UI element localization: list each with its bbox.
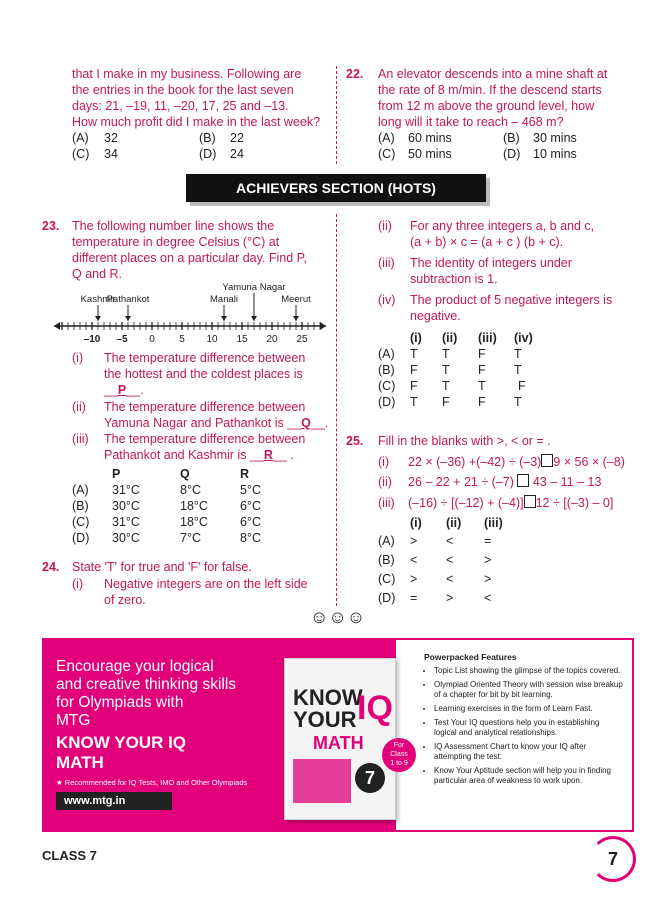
q23-item-ii: The temperature difference between Yamuna Nagar and Pathankot is __Q__. bbox=[104, 400, 329, 430]
option-value: 34 bbox=[104, 147, 118, 161]
q23-answer-table: P Q R (A) 31°C 8°C 5°C (B) 30°C 18°C 6°C (C) 31°C 18°C 6°C (D) 30°C 7°C 8°C bbox=[72, 467, 261, 545]
q23-number: 23. bbox=[42, 219, 60, 233]
features-title: Powerpacked Features bbox=[424, 652, 517, 662]
q25-item-i: 22 × (–36) +(–42) ÷ (–3) 9 × 56 × (–8) bbox=[408, 455, 625, 469]
tick-label: 20 bbox=[266, 334, 278, 345]
section-title: ACHIEVERS SECTION (HOTS) bbox=[186, 174, 486, 202]
column-divider-top bbox=[336, 66, 337, 164]
feature-item: • Topic List showing the glimpse of the topics covered. bbox=[434, 666, 624, 676]
pointer-arrow-icon bbox=[95, 316, 101, 321]
feature-item: • IQ Assessment Chart to know your IQ after attempting the test. bbox=[434, 742, 624, 762]
item-number: (i) bbox=[72, 351, 84, 365]
tick-label: 5 bbox=[179, 334, 185, 345]
page-number: 7 bbox=[590, 836, 636, 882]
number-line-diagram bbox=[50, 280, 330, 348]
option-value: 30 mins bbox=[533, 131, 577, 145]
item-number: (ii) bbox=[378, 475, 392, 489]
option-value: 60 mins bbox=[408, 131, 452, 145]
footer-class-label: CLASS 7 bbox=[42, 848, 97, 863]
q25-item-ii: 26 – 22 + 21 ÷ (–7) 43 – 11 – 13 bbox=[408, 475, 602, 489]
tick-label: 10 bbox=[206, 334, 218, 345]
ad-features bbox=[424, 652, 624, 790]
feature-item: • Know Your Aptitude section will help you in finding particular area of weakness to work upon. bbox=[434, 766, 624, 786]
q25-answer-table: (i) (ii) (iii) (A) > < = (B) < < > (C) > < > (D) = > < bbox=[378, 516, 503, 605]
item-number: (iii) bbox=[72, 432, 89, 446]
place-label: Yamuna Nagar bbox=[222, 282, 286, 293]
class-range-badge: For Class 1 to 9 bbox=[382, 738, 416, 772]
pointer-arrow-icon bbox=[221, 316, 227, 321]
tick-label: 0 bbox=[149, 334, 155, 345]
option-label: (D) bbox=[503, 147, 521, 161]
pointer-arrow-icon bbox=[251, 316, 257, 321]
place-label: Pathankot bbox=[106, 294, 150, 305]
option-label: (B) bbox=[503, 131, 520, 145]
feature-item: • Test Your IQ questions help you in establishing logical and analytical relationships. bbox=[434, 718, 624, 738]
tick-label: –5 bbox=[116, 334, 128, 345]
smiley-icons: ☺☺☺ bbox=[310, 607, 366, 627]
item-number: (ii) bbox=[72, 400, 86, 414]
q22-text: An elevator descends into a mine shaft at the rate of 8 m/min. If the descend starts from 12 m above the ground level, how long will it take to reach – 468 m? bbox=[378, 67, 608, 129]
ad-brand: KNOW YOUR IQ MATH bbox=[56, 733, 187, 772]
q24-item-iv: The product of 5 negative integers is negative. bbox=[410, 293, 613, 323]
option-value: 24 bbox=[230, 147, 244, 161]
q23-text: The following number line shows the temperature in degree Celsius (°C) at different places on a particular day. Find P, Q and R. bbox=[72, 219, 307, 281]
tick-label: 25 bbox=[296, 334, 308, 345]
option-label: (D) bbox=[199, 147, 217, 161]
item-number: (i) bbox=[72, 577, 84, 591]
option-label: (A) bbox=[72, 131, 89, 145]
book-cover-image: KNOW YOUR IQ MATH 7 bbox=[284, 658, 396, 820]
item-number: (ii) bbox=[378, 219, 392, 233]
q24-item-iii: The identity of integers under subtraction is 1. bbox=[410, 256, 572, 286]
tick-label: –10 bbox=[83, 334, 101, 345]
feature-item: • Learning exercises in the form of Learn Fast. bbox=[434, 704, 624, 714]
pointer-arrow-icon bbox=[125, 316, 131, 321]
q23-item-i: The temperature difference between the hottest and the coldest places is __P__. bbox=[104, 351, 306, 397]
blank-box bbox=[524, 495, 536, 508]
option-label: (C) bbox=[72, 147, 90, 161]
option-value: 22 bbox=[230, 131, 244, 145]
ad-website-link[interactable]: www.mtg.in bbox=[56, 792, 172, 810]
q24-item-ii: For any three integers a, b and c, (a + b) × c = (a + c ) (b + c). bbox=[410, 219, 595, 249]
tick-label: 15 bbox=[236, 334, 248, 345]
left-arrow-icon bbox=[54, 322, 60, 330]
advertisement bbox=[42, 638, 634, 832]
ad-message: Encourage your logical and creative thinking skills for Olympiads with MTG bbox=[56, 658, 237, 729]
q24-number: 24. bbox=[42, 560, 60, 574]
option-label: (B) bbox=[199, 131, 216, 145]
item-number: (iii) bbox=[378, 496, 395, 510]
feature-item: • Olympiad Oriented Theory with session wise breakup of a chapter for bit by bit learning. bbox=[434, 680, 624, 700]
right-arrow-icon bbox=[320, 322, 326, 330]
q25-text: Fill in the blanks with >, < or = . bbox=[378, 434, 551, 448]
item-number: (i) bbox=[378, 455, 390, 469]
book-class-badge: 7 bbox=[355, 763, 385, 793]
item-number: (iv) bbox=[378, 293, 396, 307]
q24-text: State 'T' for true and 'F' for false. bbox=[72, 560, 252, 574]
book-iq-logo: IQ bbox=[357, 689, 393, 727]
q24-answer-table: (i) (ii) (iii) (iv) (A) T T F T (B) F T F T (C) F T T F (D) T F F T bbox=[378, 331, 533, 409]
q23-item-iii: The temperature difference between Pathankot and Kashmir is __R__ . bbox=[104, 432, 306, 462]
q24-item-i: Negative integers are on the left side of zero. bbox=[104, 577, 308, 607]
option-label: (C) bbox=[378, 147, 396, 161]
blank-box bbox=[517, 474, 529, 487]
place-label: Meerut bbox=[281, 294, 311, 305]
place-label: Kashmir bbox=[80, 294, 116, 305]
option-value: 10 mins bbox=[533, 147, 577, 161]
q25-item-iii: (–16) ÷ [(–12) + (–4)] 12 ÷ [(–3) – 0] bbox=[408, 496, 614, 510]
option-value: 50 mins bbox=[408, 147, 452, 161]
q21-continued-text: that I make in my business. Following are the entries in the book for the last seven days: 21, –19, 11, –20, 17, 25 and –13. How much profit did I make in the last week? bbox=[72, 67, 321, 129]
option-label: (A) bbox=[378, 131, 395, 145]
ad-recommendation: ★ Recommended for IQ Tests, IMO and Other Olympiads bbox=[56, 778, 248, 787]
pointer-arrow-icon bbox=[293, 316, 299, 321]
blank-box bbox=[541, 454, 553, 467]
item-number: (iii) bbox=[378, 256, 395, 270]
place-label: Manali bbox=[210, 294, 238, 305]
column-divider-main bbox=[336, 214, 337, 606]
q22-number: 22. bbox=[346, 67, 364, 81]
q25-number: 25. bbox=[346, 434, 364, 448]
option-value: 32 bbox=[104, 131, 118, 145]
ad-pink-panel bbox=[44, 640, 408, 830]
